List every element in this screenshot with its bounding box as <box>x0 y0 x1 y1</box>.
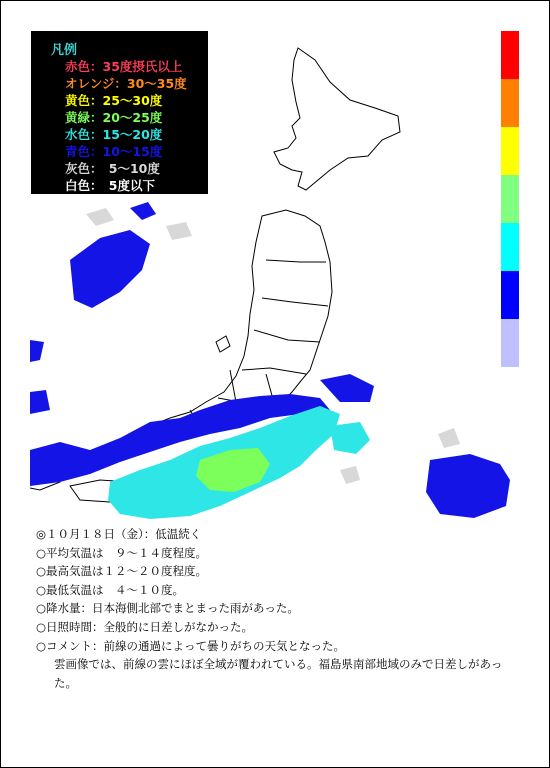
legend-box <box>31 31 208 194</box>
legend-item-orange: オレンジ：30〜35度 <box>65 76 187 91</box>
scale-swatch-orange <box>501 79 519 127</box>
report-line-min-temp: ○最低気温は ４〜１０度。 <box>36 582 185 597</box>
report-line-precipitation: ○降水量：日本海側北部でまとまった雨があった。 <box>36 601 299 616</box>
legend-item-yellowgreen: 黄緑：20〜25度 <box>65 110 163 125</box>
report-line-avg-temp: ○平均気温は ９〜１４度程度。 <box>36 545 208 560</box>
legend-item-blue: 青色：10〜15度 <box>65 144 163 159</box>
report-line-comment: ○コメント：前線の通過によって曇りがちの天気となった。 <box>36 638 346 653</box>
report-line-max-temp: ○最高気温は１２〜２０度程度。 <box>36 564 208 579</box>
report-headline: ◎１０月１８日（金）：低温続く <box>36 527 202 541</box>
report-comment-continued: 雲画像では、前線の雲にほぼ全域が覆われている。福島県南部地域のみで日差しがあった。 <box>54 657 503 690</box>
color-scale-bar <box>501 31 519 367</box>
scale-swatch-gray <box>501 319 519 367</box>
legend-item-white: 白色： 5度以下 <box>65 178 155 193</box>
legend-title: 凡例 <box>51 43 78 58</box>
scale-swatch-yellow <box>501 127 519 175</box>
legend-item-lightblue: 水色：15〜20度 <box>65 127 163 142</box>
weather-report <box>36 525 516 692</box>
legend-item-gray: 灰色： 5〜10度 <box>65 161 160 176</box>
legend-item-red: 赤色：35度摂氏以上 <box>65 59 183 74</box>
scale-swatch-lightblue <box>501 223 519 271</box>
legend-item-yellow: 黄色：25〜30度 <box>65 93 163 108</box>
scale-swatch-yellowgreen <box>501 175 519 223</box>
report-line-sunshine: ○日照時間：全般的に日差しがなかった。 <box>36 619 254 634</box>
scale-swatch-red <box>501 31 519 79</box>
scale-swatch-blue <box>501 271 519 319</box>
